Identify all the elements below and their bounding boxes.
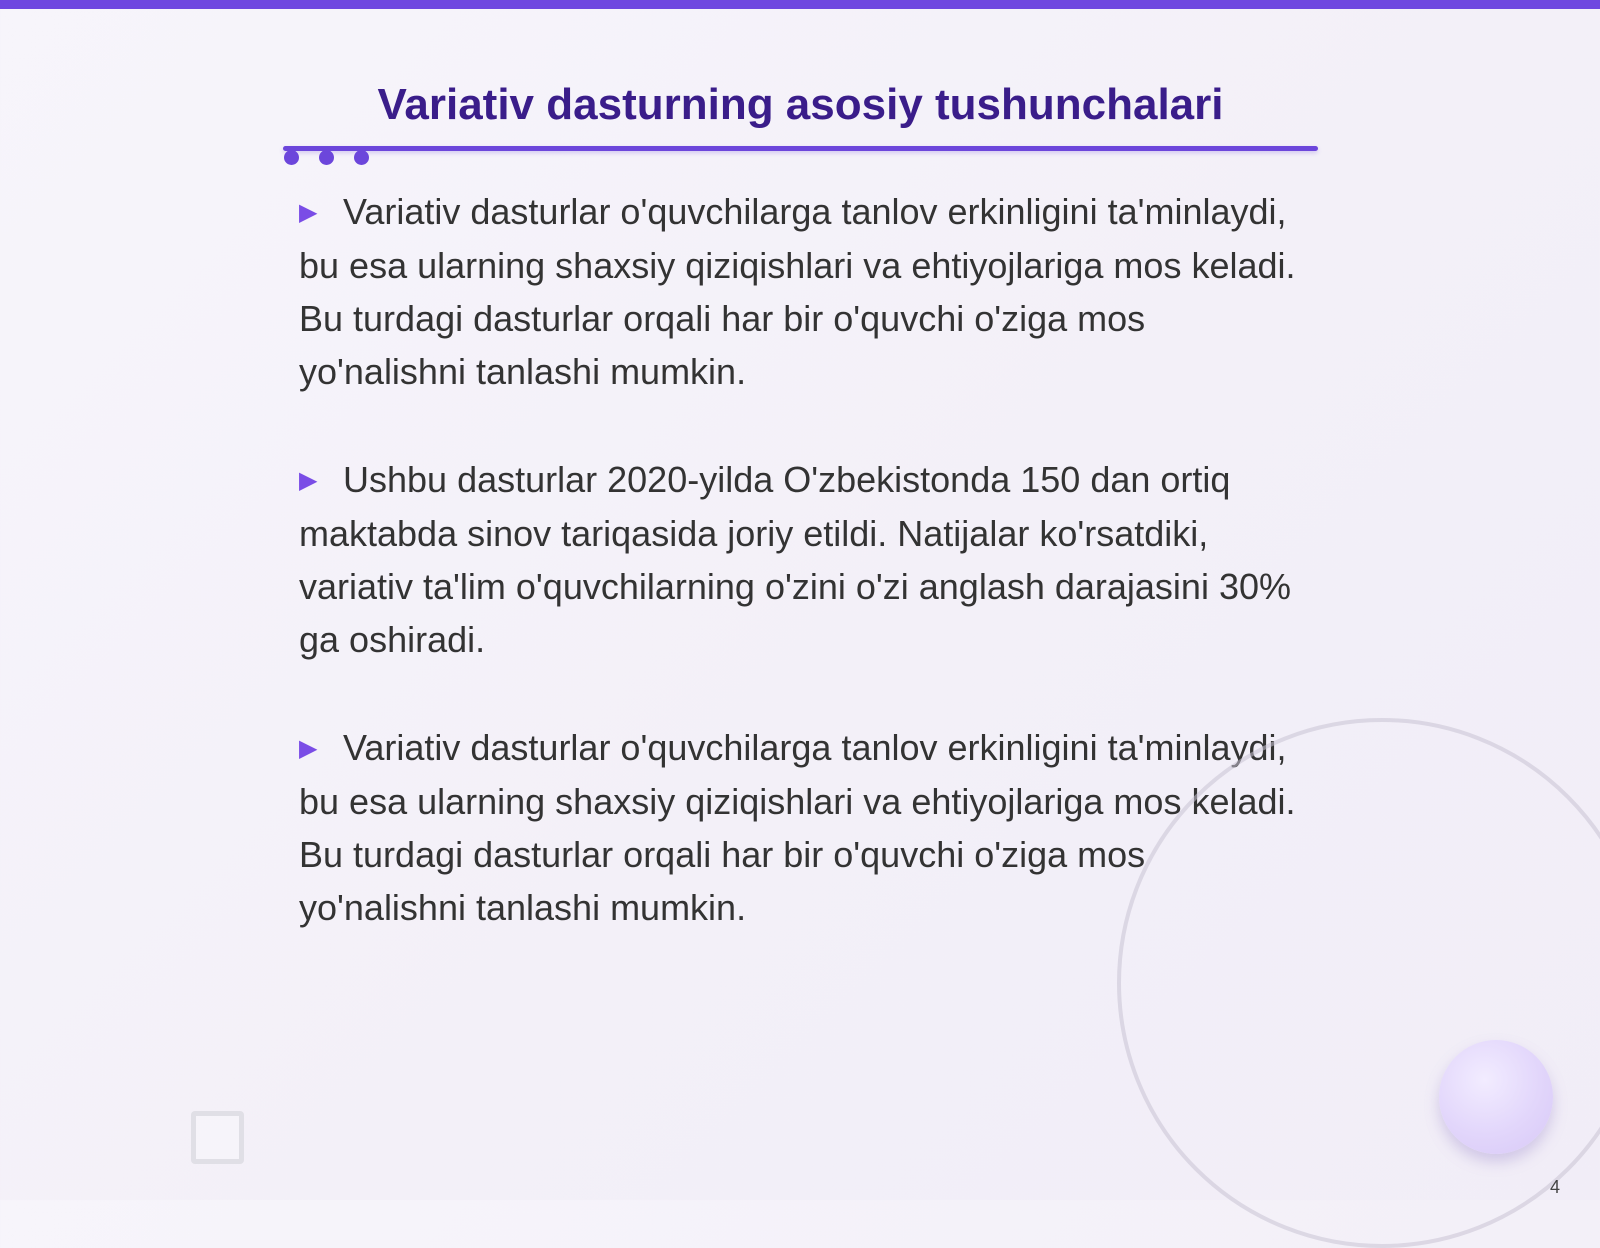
triangle-bullet-icon: ▶	[299, 735, 318, 762]
triangle-bullet-icon: ▶	[299, 467, 318, 494]
bullet-item	[299, 453, 1314, 666]
slide-title: Variativ dasturning asosiy tushunchalari	[377, 80, 1224, 129]
decorative-square	[191, 1111, 244, 1164]
top-accent-bar	[0, 0, 1600, 9]
bullet-item	[299, 185, 1314, 398]
page-number: 4	[1550, 1177, 1561, 1197]
title-dot-decoration	[319, 150, 334, 165]
bullet-text: Ushbu dasturlar 2020-yilda O'zbekistonda 150 dan ortiq maktabda sinov tariqasida joriy etildi. Natijalar ko'rsatdiki, variativ ta'lim o'quvchilarning o'zini o'zi anglash darajasini 30% ga oshiradi.	[299, 459, 1292, 660]
title-dot-decoration	[284, 150, 299, 165]
bullet-text: Variativ dasturlar o'quvchilarga tanlov erkinligini ta'minlaydi, bu esa ularning shaxsiy qiziqishlari va ehtiyojlariga mos keladi. Bu turdagi dasturlar orqali har bir o'quvchi o'ziga mos yo'nalishni tanlashi mumkin.	[299, 727, 1296, 928]
decorative-circle	[1439, 1040, 1553, 1154]
title-dot-decoration	[354, 150, 369, 165]
bullet-text: Variativ dasturlar o'quvchilarga tanlov erkinligini ta'minlaydi, bu esa ularning shaxsiy qiziqishlari va ehtiyojlariga mos keladi. Bu turdagi dasturlar orqali har bir o'quvchi o'ziga mos yo'nalishni tanlashi mumkin.	[299, 191, 1296, 392]
triangle-bullet-icon: ▶	[299, 199, 318, 226]
title-underline	[283, 146, 1318, 151]
